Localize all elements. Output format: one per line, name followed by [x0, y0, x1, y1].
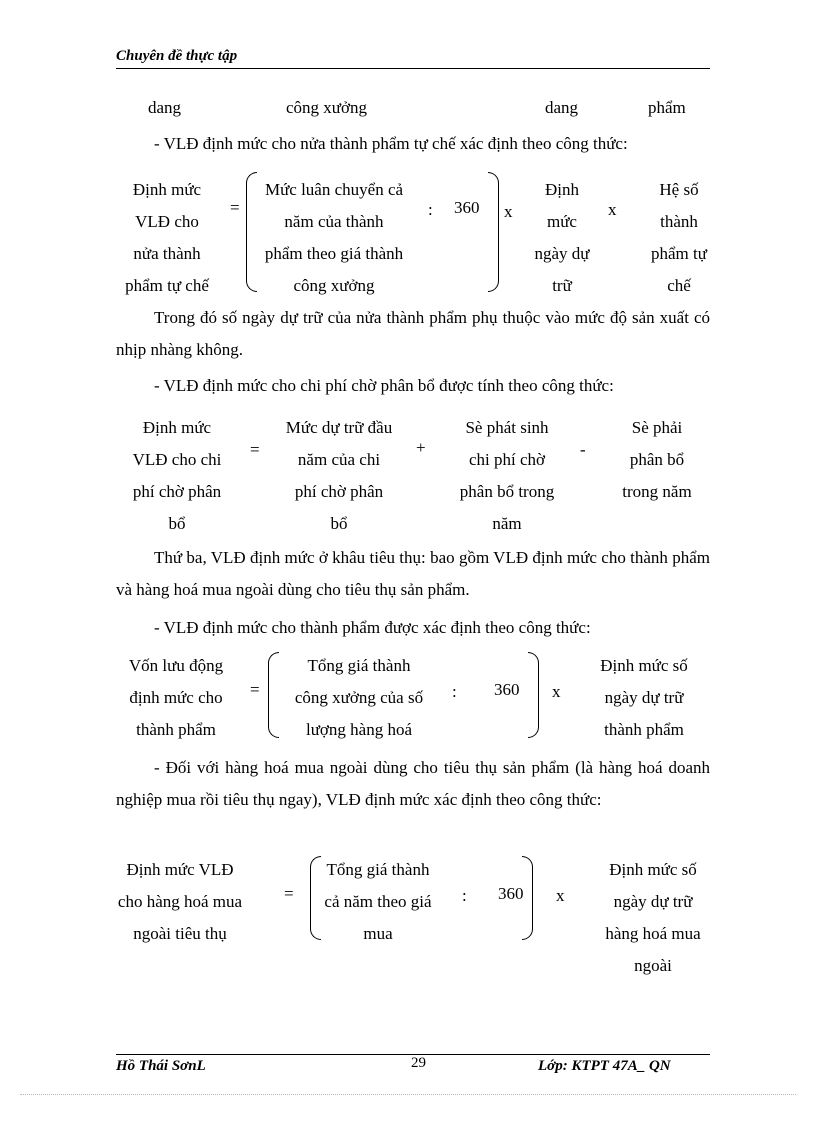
paragraph-6: - Đối với hàng hoá mua ngoài dùng cho tiêu thụ sản phẩm (là hàng hoá doanh nghiệp mua rồi tiêu thụ ngay), VLĐ định mức xác định theo công thức: [116, 758, 710, 809]
f1-left [108, 174, 226, 302]
f2-col-2-line: Mức dự trữ đầu [285, 418, 393, 437]
page-bottom-dotted-line [20, 1094, 796, 1095]
f2-col-1 [112, 412, 242, 540]
footer-class: Lớp: KTPT 47A_ QN [538, 1058, 671, 1074]
f4-right [586, 854, 720, 982]
f1-left-line: Định mức [132, 180, 202, 199]
f3-number: 360 [494, 680, 520, 699]
f1-left-line: nửa thành [133, 244, 201, 263]
f3-divide: : [452, 682, 457, 701]
f1-brace-line: năm của thành [284, 212, 384, 231]
f2-col-4 [598, 412, 716, 508]
f3-brace-right [528, 652, 539, 738]
f2-col-2-line: phí chờ phân [294, 482, 384, 501]
f1-brace-line: Mức luân chuyển cả [264, 180, 404, 199]
f2-col-3-line: năm [492, 514, 522, 533]
f1-brace-line: phẩm theo giá thành [264, 244, 404, 263]
f1-mid-line: ngày dự [534, 244, 590, 263]
f3-brace-line: công xưởng của số [294, 688, 424, 707]
f2-col-1-line: bổ [168, 514, 186, 533]
f2-col-4-line: Sè phải [631, 418, 683, 437]
f4-brace-line: Tổng giá thành [326, 860, 430, 879]
f2-col-3-line: chi phí chờ [468, 450, 546, 469]
f1-times-2: x [608, 200, 617, 219]
f4-divide: : [462, 886, 467, 905]
top-row-cell-1: dang [148, 98, 182, 117]
f1-mid-line: trữ [552, 276, 572, 295]
page-header-title: Chuyên đề thực tập [116, 48, 238, 64]
paragraph-3: - VLĐ định mức cho chi phí chờ phân bổ được tính theo công thức: [154, 376, 614, 395]
f3-left-line: thành phẩm [136, 720, 216, 739]
f4-brace-line: mua [363, 924, 393, 943]
f2-col-1-line: phí chờ phân [132, 482, 222, 501]
f3-equals: = [250, 680, 260, 699]
f4-left [108, 854, 252, 950]
f2-equals: = [250, 440, 260, 459]
f2-col-3-line: Sè phát sinh [465, 418, 549, 437]
f2-col-2 [266, 412, 412, 540]
f1-times-1: x [504, 202, 513, 221]
f4-right-line: ngoài [634, 956, 672, 975]
f2-col-1-line: Định mức [142, 418, 212, 437]
f1-right-line: Hệ số [659, 180, 699, 199]
f3-brace-line: Tổng giá thành [307, 656, 411, 675]
f4-left-line: cho hàng hoá mua [117, 892, 243, 911]
f3-brace-line: lượng hàng hoá [305, 720, 413, 739]
top-row-cell-4: phẩm [648, 98, 686, 117]
footer-author: Hồ Thái SơnL [116, 1058, 206, 1074]
f3-brace-content [276, 650, 442, 746]
f1-divide: : [428, 200, 433, 219]
f2-col-2-line: bổ [330, 514, 348, 533]
f2-minus: - [580, 440, 586, 459]
f4-right-line: Định mức số [609, 860, 697, 879]
f2-col-2-line: năm của chi [297, 450, 381, 469]
top-row-cell-3: dang [545, 98, 579, 117]
f1-number: 360 [454, 198, 480, 217]
paragraph-5: - VLĐ định mức cho thành phẩm được xác định theo công thức: [154, 618, 591, 637]
f4-brace-right [522, 856, 533, 940]
f2-col-3 [436, 412, 578, 540]
f4-right-line: ngày dự trữ [613, 892, 693, 911]
f3-left [108, 650, 244, 746]
f3-right [574, 650, 714, 746]
f4-number: 360 [498, 884, 524, 903]
f1-mid-line: Định [545, 180, 579, 199]
f3-right-line: ngày dự trữ [604, 688, 684, 707]
f1-right [638, 174, 720, 302]
f1-mid [524, 174, 600, 302]
f1-right-line: phẩm tự [651, 244, 707, 263]
f3-right-line: thành phẩm [604, 720, 684, 739]
f1-brace-line: công xưởng [293, 276, 375, 295]
f3-left-line: Vốn lưu động [128, 656, 224, 675]
f1-right-line: thành [660, 212, 698, 231]
paragraph-1: - VLĐ định mức cho nửa thành phẩm tự chế xác định theo công thức: [154, 134, 628, 153]
f2-col-4-line: trong năm [622, 482, 692, 501]
f3-left-line: định mức cho [129, 688, 223, 707]
f3-right-line: Định mức số [600, 656, 688, 675]
f1-equals: = [230, 198, 240, 217]
f1-mid-line: mức [547, 212, 577, 231]
f3-times: x [552, 682, 561, 701]
f1-brace-right [488, 172, 499, 292]
paragraph-4: Thứ ba, VLĐ định mức ở khâu tiêu thụ: bao gồm VLĐ định mức cho thành phẩm và hàng hoá mua ngoài dùng cho tiêu thụ sản phẩm. [116, 548, 710, 599]
f4-brace-line: cả năm theo giá [324, 892, 432, 911]
f4-right-line: hàng hoá mua [605, 924, 701, 943]
f1-right-line: chế [667, 276, 691, 295]
f4-equals: = [284, 884, 294, 903]
f1-left-line: phẩm tự chế [125, 276, 209, 295]
f4-brace-content [312, 854, 444, 950]
f2-plus: + [416, 438, 426, 457]
f2-col-4-line: phân bổ [629, 450, 685, 469]
top-row-cell-2: công xưởng [286, 98, 367, 117]
f4-times: x [556, 886, 565, 905]
f2-col-1-line: VLĐ cho chi [132, 450, 222, 469]
f1-left-line: VLĐ cho [135, 212, 199, 231]
header-rule [116, 68, 710, 69]
paragraph-2: Trong đó số ngày dự trữ của nửa thành phẩm phụ thuộc vào mức độ sản xuất có nhịp nhàng không. [116, 308, 710, 359]
f4-left-line: ngoài tiêu thụ [133, 924, 227, 943]
page-number: 29 [411, 1055, 426, 1071]
f1-brace-content [252, 174, 416, 302]
f4-left-line: Định mức VLĐ [126, 860, 234, 879]
f2-col-3-line: phân bổ trong [459, 482, 555, 501]
